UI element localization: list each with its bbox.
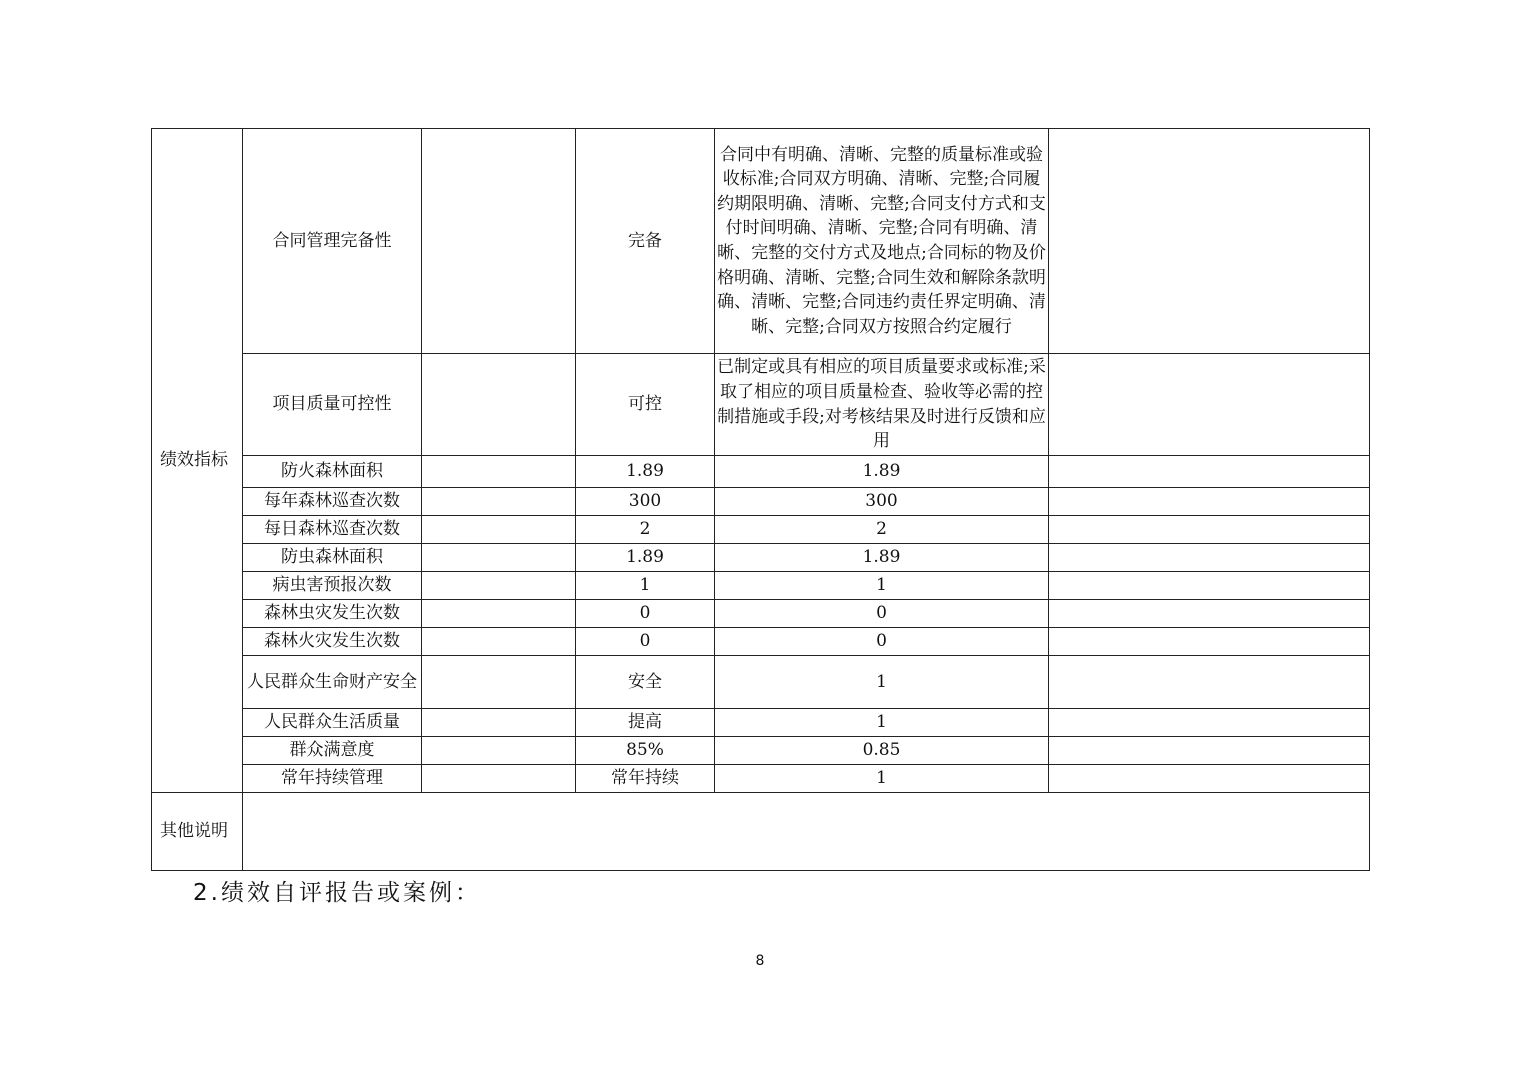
target-value-cell: 1.89 <box>576 456 715 488</box>
target-value-cell: 安全 <box>576 656 715 709</box>
indicator-name-cell: 森林虫灾发生次数 <box>243 600 422 628</box>
actual-value-cell: 1.89 <box>715 456 1049 488</box>
target-value-cell: 可控 <box>576 354 715 456</box>
target-value-cell: 完备 <box>576 129 715 354</box>
note-cell <box>1049 354 1370 456</box>
actual-value-cell: 1 <box>715 656 1049 709</box>
table-row <box>152 354 1370 456</box>
indicator-name-cell: 项目质量可控性 <box>243 354 422 456</box>
note-cell <box>1049 600 1370 628</box>
performance-table <box>151 128 1370 871</box>
actual-value-cell: 0 <box>715 628 1049 656</box>
note-cell <box>1049 737 1370 765</box>
actual-value-cell: 已制定或具有相应的项目质量要求或标准;采取了相应的项目质量检查、验收等必需的控制措施或手段;对考核结果及时进行反馈和应用 <box>715 354 1049 456</box>
empty-cell <box>422 600 576 628</box>
actual-value-cell: 0 <box>715 600 1049 628</box>
target-value-cell: 85% <box>576 737 715 765</box>
indicator-name-cell: 森林火灾发生次数 <box>243 628 422 656</box>
empty-cell <box>422 656 576 709</box>
table-row <box>152 544 1370 572</box>
empty-cell <box>422 488 576 516</box>
table-row <box>152 793 1370 871</box>
note-cell <box>1049 544 1370 572</box>
section-heading: 2.绩效自评报告或案例： <box>193 880 481 906</box>
indicator-name-cell: 常年持续管理 <box>243 765 422 793</box>
actual-value-cell: 1 <box>715 572 1049 600</box>
target-value-cell: 常年持续 <box>576 765 715 793</box>
indicator-name-cell: 病虫害预报次数 <box>243 572 422 600</box>
indicator-name-cell: 群众满意度 <box>243 737 422 765</box>
table-row <box>152 737 1370 765</box>
note-cell <box>1049 656 1370 709</box>
empty-cell <box>422 129 576 354</box>
actual-value-cell: 2 <box>715 516 1049 544</box>
table-row <box>152 628 1370 656</box>
actual-value-cell: 300 <box>715 488 1049 516</box>
note-cell <box>1049 516 1370 544</box>
note-cell <box>1049 129 1370 354</box>
actual-value-cell: 1.89 <box>715 544 1049 572</box>
table-row <box>152 656 1370 709</box>
note-cell <box>1049 628 1370 656</box>
indicator-name-cell: 每日森林巡查次数 <box>243 516 422 544</box>
table-row <box>152 765 1370 793</box>
empty-cell <box>422 709 576 737</box>
actual-value-cell: 1 <box>715 709 1049 737</box>
actual-value-cell: 合同中有明确、清晰、完整的质量标准或验收标准;合同双方明确、清晰、完整;合同履约期限明确、清晰、完整;合同支付方式和支付时间明确、清晰、完整;合同有明确、清晰、完整的交付方式及地点;合同标的物及价格明确、清晰、完整;合同生效和解除条款明确、清晰、完整;合同违约责任界定明确、清晰、完整;合同双方按照合约定履行 <box>715 129 1049 354</box>
target-value-cell: 1.89 <box>576 544 715 572</box>
actual-value-cell: 0.85 <box>715 737 1049 765</box>
target-value-cell: 0 <box>576 600 715 628</box>
table-row <box>152 709 1370 737</box>
empty-cell <box>422 456 576 488</box>
table-row <box>152 572 1370 600</box>
note-cell <box>1049 488 1370 516</box>
note-cell <box>1049 765 1370 793</box>
empty-cell <box>422 628 576 656</box>
indicator-name-cell: 防虫森林面积 <box>243 544 422 572</box>
indicator-name-cell: 合同管理完备性 <box>243 129 422 354</box>
actual-value-cell: 1 <box>715 765 1049 793</box>
note-cell <box>1049 456 1370 488</box>
note-cell <box>1049 709 1370 737</box>
target-value-cell: 0 <box>576 628 715 656</box>
empty-cell <box>422 572 576 600</box>
empty-cell <box>422 516 576 544</box>
empty-cell <box>422 737 576 765</box>
empty-cell <box>422 544 576 572</box>
page-number: 8 <box>755 953 765 969</box>
other-notes-label-cell: 其他说明 <box>152 793 243 871</box>
empty-cell <box>422 765 576 793</box>
note-cell <box>1049 572 1370 600</box>
table-row <box>152 488 1370 516</box>
indicator-name-cell: 人民群众生命财产安全 <box>243 656 422 709</box>
table-row <box>152 600 1370 628</box>
indicator-name-cell: 人民群众生活质量 <box>243 709 422 737</box>
table-row <box>152 516 1370 544</box>
target-value-cell: 1 <box>576 572 715 600</box>
target-value-cell: 300 <box>576 488 715 516</box>
other-notes-value-cell <box>243 793 1370 871</box>
target-value-cell: 2 <box>576 516 715 544</box>
section-label-cell: 绩效指标 <box>152 129 243 793</box>
indicator-name-cell: 防火森林面积 <box>243 456 422 488</box>
table-row <box>152 129 1370 354</box>
indicator-name-cell: 每年森林巡查次数 <box>243 488 422 516</box>
table-row <box>152 456 1370 488</box>
target-value-cell: 提高 <box>576 709 715 737</box>
empty-cell <box>422 354 576 456</box>
